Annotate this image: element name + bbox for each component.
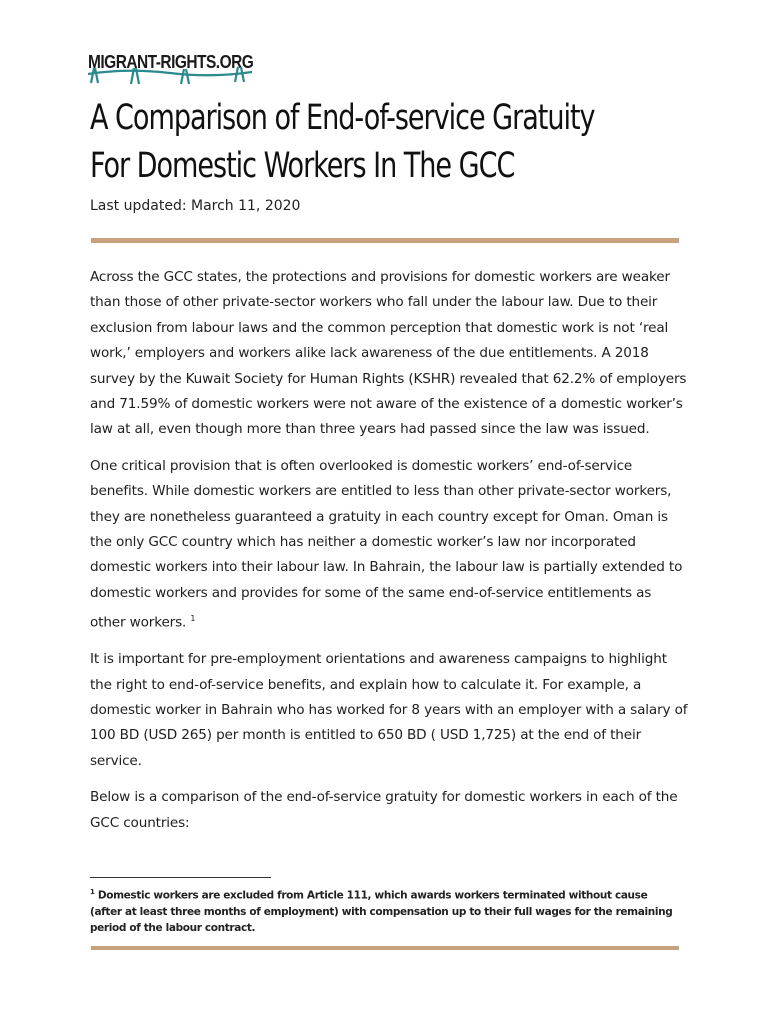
site-logo[interactable] (88, 50, 252, 90)
paragraph: Across the GCC states, the protections and provisions for domestic workers are weaker than those of other private-sector workers who fall under the labour law. Due to their exclusion from labour laws and the common perception that domestic work is not ‘real work,’ employers and workers alike lack awareness of the due entitlements. A 2018 survey by the Kuwait Society for Human Rights (KSHR) revealed that 62.2% of employers and 71.59% of domestic workers were not aware of the existence of a domestic worker’s law at all, even though more than three years had passed since the law was issued. (90, 269, 687, 438)
bottom-divider (91, 946, 679, 950)
paragraph-text: One critical provision that is often overlooked is domestic workers’ end-of-service benefits. While domestic workers are entitled to less than other private-sector workers, they are nonetheless guaranteed a gratuity in each country except for Oman. Oman is the only GCC country which has neither a domestic worker’s law nor incorporated domestic workers into their labour law. In Bahrain, the labour law is partially extended to domestic workers and provides for some of the same end-of-service entitlements as other workers. (90, 457, 683, 631)
paragraph (90, 454, 690, 636)
logo-wire-icon (88, 64, 252, 88)
footnote-reference[interactable]: 1 (190, 614, 196, 624)
footnote-divider (90, 877, 271, 878)
page-title: A Comparison of End-of-service Gratuity For Domestic Workers In The GCC (90, 98, 595, 186)
top-divider (91, 238, 679, 243)
article-body (90, 265, 690, 847)
footnote-number: 1 (90, 888, 95, 896)
paragraph: It is important for pre-employment orientations and awareness campaigns to highlight the right to end-of-service benefits, and explain how to calculate it. For example, a domestic worker in Bahrain who has worked for 8 years with an employer with a salary of 100 BD (USD 265) per month is entitled to 650 BD ( USD 1,725) at the end of their service. (90, 651, 688, 769)
paragraph: Below is a comparison of the end-of-service gratuity for domestic workers in each of the GCC countries: (90, 789, 678, 831)
last-updated: Last updated: March 11, 2020 (90, 198, 301, 214)
footnote (90, 884, 680, 936)
logo-text: MIGRANT-RIGHTS.ORG (88, 52, 254, 72)
footnote-text: Domestic workers are excluded from Article 111, which awards workers terminated without cause (after at least three months of employment) with compensation up to their full wages for the remaining period of the labour contract. (90, 889, 673, 934)
